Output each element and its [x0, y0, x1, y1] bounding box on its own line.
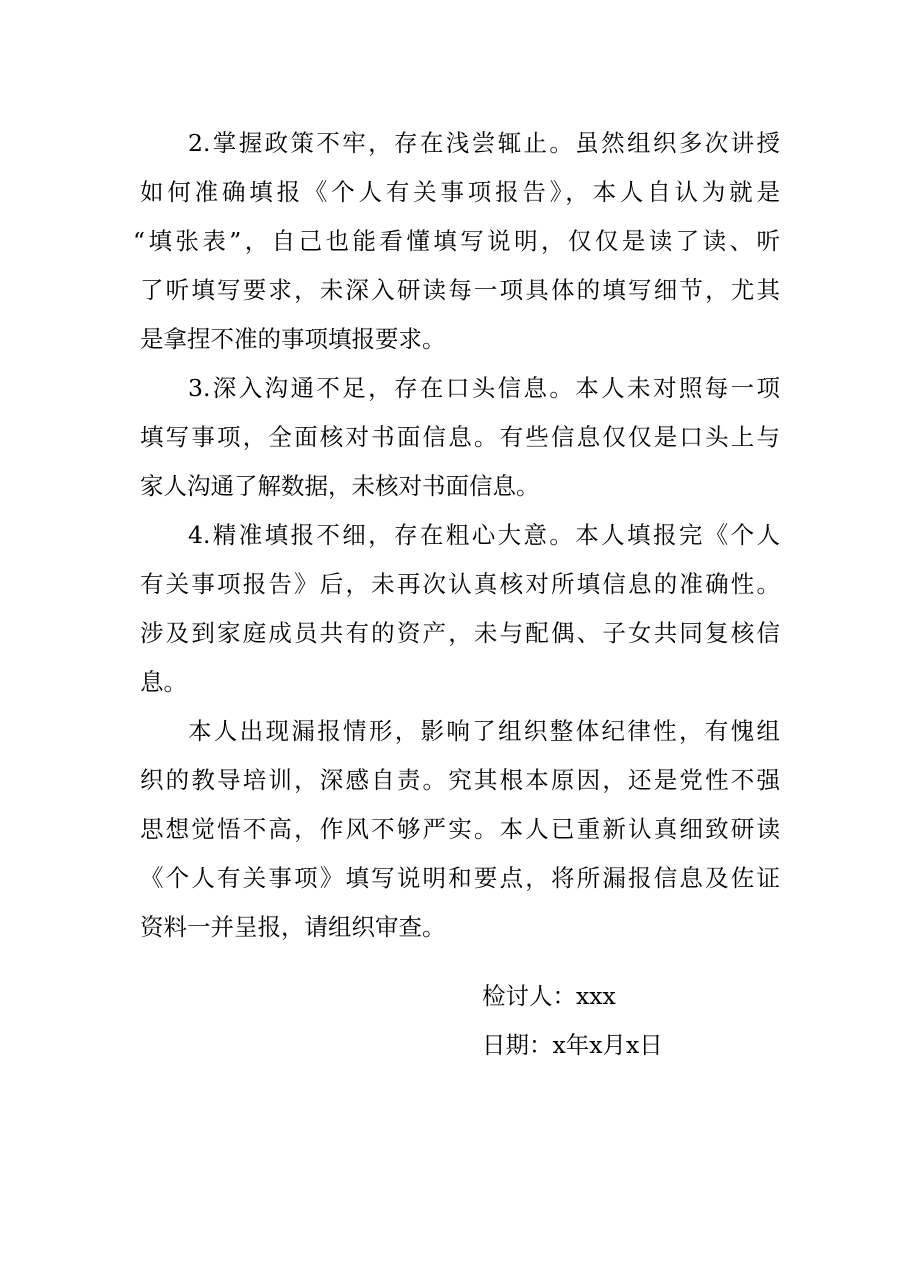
paragraph-2-line-3: 家人沟通了解数据，未核对书面信息。 — [140, 472, 540, 500]
paragraph-4-line-3: 思想觉悟不高，作风不够严实。本人已重新认真细致研读 — [140, 815, 780, 843]
paragraph-4-line-5: 资料一并呈报，请组织审查。 — [140, 913, 446, 941]
paragraph-2-line-1: 3.深入沟通不足，存在口头信息。本人未对照每一项 — [188, 374, 780, 402]
signature-reviewer: 检讨人：xxx — [482, 982, 616, 1010]
paragraph-1-line-3: “填张表”，自己也能看懂填写说明，仅仅是读了读、听 — [133, 227, 780, 255]
paragraph-1-line-2: 如何准确填报《个人有关事项报告》，本人自认为就是 — [140, 178, 780, 206]
paragraph-1-line-5: 是拿捏不准的事项填报要求。 — [140, 325, 446, 353]
paragraph-3-line-4: 息。 — [140, 668, 187, 696]
paragraph-4-line-4: 《个人有关事项》填写说明和要点，将所漏报信息及佐证 — [140, 864, 780, 892]
paragraph-2-line-2: 填写事项，全面核对书面信息。有些信息仅仅是口头上与 — [140, 423, 780, 451]
paragraph-1-line-4: 了听填写要求，未深入研读每一项具体的填写细节，尤其 — [140, 276, 780, 304]
paragraph-1-line-1: 2.掌握政策不牢，存在浅尝辄止。虽然组织多次讲授 — [188, 129, 780, 157]
paragraph-4-line-2: 织的教导培训，深感自责。究其根本原因，还是党性不强 — [140, 766, 780, 794]
paragraph-3-line-1: 4.精准填报不细，存在粗心大意。本人填报完《个人 — [188, 521, 780, 549]
paragraph-4-line-1: 本人出现漏报情形，影响了组织整体纪律性，有愧组 — [188, 717, 780, 745]
signature-date: 日期：x年x月x日 — [482, 1031, 663, 1059]
paragraph-3-line-3: 涉及到家庭成员共有的资产，未与配偶、子女共同复核信 — [140, 619, 780, 647]
paragraph-3-line-2: 有关事项报告》后，未再次认真核对所填信息的准确性。 — [140, 570, 780, 598]
